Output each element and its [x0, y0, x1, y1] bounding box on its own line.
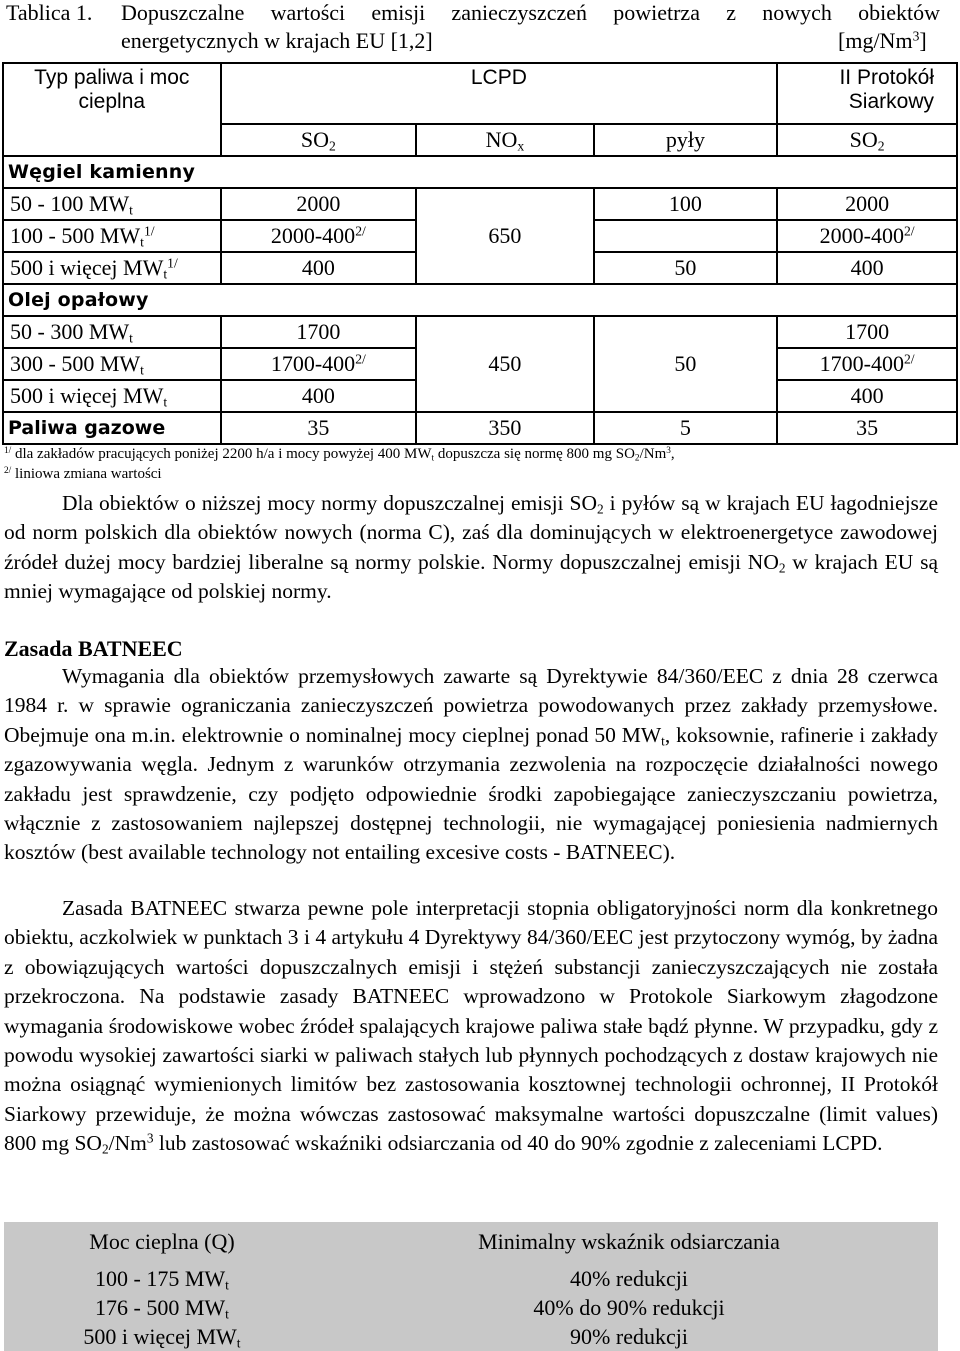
- oil-row3-so2: 400: [221, 380, 417, 412]
- coal-row2-label: 100 - 500 $MW_t^{1/}$: [3, 220, 221, 252]
- coal-row1-dust: 100: [594, 188, 778, 220]
- rate-cell: 40% do 90% redukcji: [533, 1294, 725, 1320]
- group-oil: Olej opałowy: [3, 284, 957, 316]
- dust-header: pyły: [594, 124, 778, 156]
- gas-protocol: 35: [777, 412, 957, 444]
- lcpd-header: LCPD: [221, 63, 778, 124]
- oil-row2-label: 300 - 500 $MW_t$: [3, 348, 221, 380]
- footnote-1: $^{1/}$ dla zakładów pracujących poniżej 2200 h/a i mocy powyżej 400 $MW_t$ dopuszcza się normę 800 mg $SO_2/Nm^3$,: [4, 445, 675, 464]
- oil-dust: 50: [594, 316, 778, 412]
- rate-cell: 40% redukcji: [570, 1265, 688, 1291]
- gas-so2: 35: [221, 412, 417, 444]
- paragraph-batneec-interpretation: Zasada BATNEEC stwarza pewne pole interpretacji stopnia obligatoryjności norm dla konkretnego obiektu, aczkolwiek w punktach 3 i 4 artykułu 4 Dyrektywy 84/360/EEC jest przytoczony wymóg, by żadna z obowiązujących wartości dopuszczalnych emisji i stężeń substancji zanieczyszczających nie została przekroczona. Na podstawie zasady BATNEEC wprowadzono w Protokole Siarkowym złagodzone wymagania środowiskowe wobec źródeł spalających krajowe paliwa stałe bądź płynne. W przypadku, gdy z powodu wysokiej zawartości siarki w paliwach stałych lub płynnych pochodzących z dostaw krajowych nie można osiągnąć wymienionych limitów bez zastosowania kosztownej technologii ochronnej, II Protokół Siarkowy przewiduje, że można wówczas zastosować maksymalne wartości dopuszczalne (limit values) 800 mg $SO_2/Nm^3$ lub zastosować wskaźniki odsiarczania od 40 do 90% zgodnie z zaleceniami LCPD.: [4, 896, 938, 1157]
- rate-cell: 90% redukcji: [570, 1323, 688, 1349]
- oil-row1-protocol: 1700: [777, 316, 957, 348]
- coal-row2-dust: [594, 220, 778, 252]
- oil-row2-so2: $1700-400^{2/}$: [221, 348, 417, 380]
- paragraph-directive: Wymagania dla obiektów przemysłowych zawarte są Dyrektywie 84/360/EEC z dnia 28 czerwca 1984 r. w sprawie ograniczania zanieczyszczeń powietrza powodowanych przez zakłady przemysłowe. Obejmuje ona m.in. elektrownie o nominalnej mocy cieplnej ponad 50 $MW_t$, koksownie, rafinerie i zakłady zgazowywania węgla. Jednym z warunków otrzymania zezwolenia na rozpoczęcie działalności nowego zakładu jest sprawdzenie, czy podjęto odpowiednie środki zapobiegające zanieczyszczaniu powietrza, włącznie z zastosowaniem najlepszej dostępnej technologii, nie wymagającej poniesienia nadmiernych kosztów (best available technology not entailing excesive costs - BATNEEC).: [4, 664, 938, 865]
- oil-nox: 450: [416, 316, 594, 412]
- power-column-header: Moc cieplna (Q): [89, 1229, 235, 1254]
- fuel-type-header: Typ paliwa i moc cieplna: [3, 63, 221, 156]
- so2-lcpd-header: $SO_2$: [221, 124, 417, 156]
- desulfurization-table: [4, 1222, 938, 1351]
- table-caption-label: Tablica 1.: [6, 0, 93, 25]
- oil-row3-label: 500 i więcej $MW_t$: [3, 380, 221, 412]
- gas-label: Paliwa gazowe: [3, 412, 221, 444]
- gas-dust: 5: [594, 412, 778, 444]
- gas-nox: 350: [416, 412, 594, 444]
- oil-row3-protocol: 400: [777, 380, 957, 412]
- protocol-header: II Protokół Siarkowy: [777, 63, 957, 124]
- coal-row1-label: 50 - 100 $MW_t$: [3, 188, 221, 220]
- footnote-2: $^{2/}$ liniowa zmiana wartości: [4, 465, 162, 482]
- rate-column-header: Minimalny wskaźnik odsiarczania: [478, 1229, 780, 1254]
- table-row: [4, 1293, 938, 1322]
- table-caption-line1: Dopuszczalne wartości emisji zanieczyszczeń powietrza z nowych obiektów: [121, 0, 940, 25]
- oil-row2-protocol: $1700-400^{2/}$: [777, 348, 957, 380]
- table-caption-unit: [mg/Nm$^3$]: [838, 28, 927, 53]
- oil-row1-label: 50 - 300 $MW_t$: [3, 316, 221, 348]
- paragraph-norms: Dla obiektów o niższej mocy normy dopuszczalnej emisji $SO_2$ i pyłów są w krajach EU łagodniejsze od norm polskich dla obiektów nowych (norma C), zaś dla dominujących w elektroenergetyce zawodowej źródeł dużej mocy bardziej liberalne są normy polskie. Normy dopuszczalnej emisji $NO_2$ w krajach EU są mniej wymagające od polskiej normy.: [4, 491, 938, 604]
- so2-protocol-header: $SO_2$: [777, 124, 957, 156]
- table-row: [4, 1322, 938, 1351]
- section-heading-batneec: Zasada BATNEEC: [4, 636, 183, 661]
- coal-row1-protocol: 2000: [777, 188, 957, 220]
- coal-row3-so2: 400: [221, 252, 417, 284]
- coal-row3-label: 500 i więcej $MW_t^{1/}$: [3, 252, 221, 284]
- coal-row2-so2: $2000-400^{2/}$: [221, 220, 417, 252]
- nox-header: $NO_x$: [416, 124, 594, 156]
- coal-row2-protocol: $2000-400^{2/}$: [777, 220, 957, 252]
- emission-limits-table: [2, 62, 958, 445]
- coal-row1-so2: 2000: [221, 188, 417, 220]
- power-cell: 500 i więcej $MW_t$: [83, 1323, 241, 1350]
- coal-row3-protocol: 400: [777, 252, 957, 284]
- table-row: [4, 1264, 938, 1293]
- table-caption-line2: energetycznych w krajach EU [1,2]: [121, 28, 433, 53]
- group-coal: Węgiel kamienny: [3, 156, 957, 188]
- coal-nox: 650: [416, 188, 594, 284]
- power-cell: 176 - 500 $MW_t$: [95, 1294, 229, 1321]
- power-cell: 100 - 175 $MW_t$: [95, 1265, 229, 1292]
- oil-row1-so2: 1700: [221, 316, 417, 348]
- coal-row3-dust: 50: [594, 252, 778, 284]
